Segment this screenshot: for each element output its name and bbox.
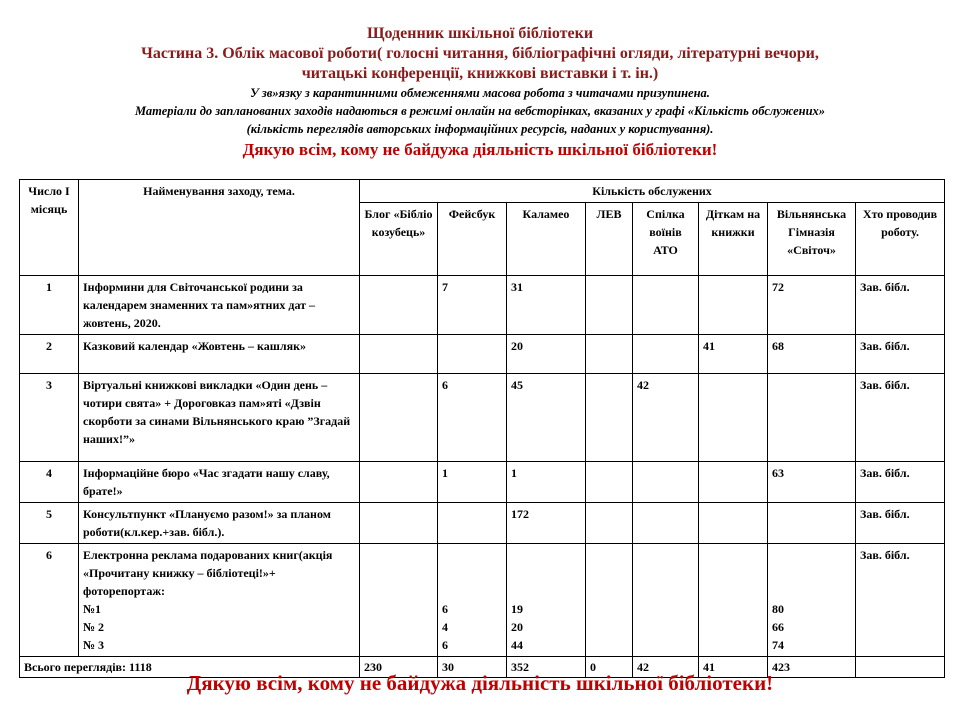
table-row <box>20 374 945 462</box>
cell-calameo: 20 <box>507 335 586 374</box>
row-num: 6 <box>20 544 79 657</box>
photo-report-3: № 3 <box>83 638 105 652</box>
cell-blog <box>360 503 438 544</box>
cell-who: Зав. бібл. <box>856 374 945 462</box>
mass-work-table <box>19 179 945 678</box>
row-name: Консультпункт «Плануємо разом!» за планом роботи(кл.кер.+зав. бібл.). <box>79 503 360 544</box>
col-ato-header: Спілка воїнів АТО <box>633 203 699 276</box>
cell-calameo <box>507 544 586 657</box>
cell-blog <box>360 462 438 503</box>
cell-facebook <box>438 544 507 657</box>
row-num: 3 <box>20 374 79 462</box>
table-row <box>20 335 945 374</box>
table-row <box>20 503 945 544</box>
col-date-header: Число І місяць <box>20 180 79 276</box>
table-row <box>20 462 945 503</box>
cell-blog <box>360 544 438 657</box>
cell-gymnasium <box>768 503 856 544</box>
gymnasium-value-2: 66 <box>772 620 784 634</box>
page-header <box>0 24 960 161</box>
cell-gymnasium: 68 <box>768 335 856 374</box>
cell-gymnasium: 72 <box>768 276 856 335</box>
cell-blog <box>360 276 438 335</box>
row-name: Віртуальні книжкові викладки «Один день – чотири свята» + Дороговказ пам»яті «Дзвін скорботи за синами Вільнянського краю ”Згадай наших!”» <box>79 374 360 462</box>
col-calameo-header: Каламео <box>507 203 586 276</box>
total-lev: 0 <box>586 657 633 678</box>
table-row <box>20 544 945 657</box>
total-books: 41 <box>699 657 768 678</box>
col-books-header: Діткам на книжки <box>699 203 768 276</box>
calameo-value-1: 19 <box>511 602 523 616</box>
cell-calameo: 1 <box>507 462 586 503</box>
total-blog: 230 <box>360 657 438 678</box>
col-served-header: Кількість обслужених <box>360 180 945 203</box>
row-name: Казковий календар «Жовтень – кашляк» <box>79 335 360 374</box>
row-name-text: Електронна реклама подарованих книг(акція «Прочитану книжку – бібліотеці!»+ фоторепортаж: <box>83 548 333 598</box>
quarantine-note: У зв»язку з карантинними обмеженнями масова робота з читачами призупинена. <box>250 86 710 100</box>
row-num: 1 <box>20 276 79 335</box>
thanks-footer: Дякую всім, кому не байдужа діяльність шкільної бібліотеки! <box>186 671 774 695</box>
row-name <box>79 544 360 657</box>
cell-blog <box>360 374 438 462</box>
cell-books <box>699 276 768 335</box>
cell-blog <box>360 335 438 374</box>
diary-title: Щоденник шкільної бібліотеки <box>366 25 594 42</box>
facebook-value-2: 4 <box>442 620 448 634</box>
col-blog-header: Блог «Бібліо козубець» <box>360 203 438 276</box>
cell-books <box>699 462 768 503</box>
cell-who: Зав. бібл. <box>856 462 945 503</box>
cell-facebook: 6 <box>438 374 507 462</box>
col-who-header: Хто проводив роботу. <box>856 203 945 276</box>
gymnasium-value-1: 80 <box>772 602 784 616</box>
cell-lev <box>586 462 633 503</box>
cell-ato <box>633 335 699 374</box>
total-calameo: 352 <box>507 657 586 678</box>
table-header-row <box>20 180 945 203</box>
cell-calameo: 172 <box>507 503 586 544</box>
views-note: (кількість переглядів авторських інформаційних ресурсів, наданих у користування). <box>246 122 714 136</box>
photo-report-2: № 2 <box>83 620 105 634</box>
row-num: 5 <box>20 503 79 544</box>
total-ato: 42 <box>633 657 699 678</box>
total-label: Всього переглядів: 1118 <box>20 657 360 678</box>
row-name: Інформаційне бюро «Час згадати нашу славу, брате!» <box>79 462 360 503</box>
cell-books <box>699 374 768 462</box>
total-facebook: 30 <box>438 657 507 678</box>
row-name: Інформини для Світочанської родини за календарем знаменних та пам»ятних дат – жовтень, 2020. <box>79 276 360 335</box>
facebook-value-3: 6 <box>442 638 448 652</box>
cell-who: Зав. бібл. <box>856 503 945 544</box>
cell-who: Зав. бібл. <box>856 335 945 374</box>
gymnasium-value-3: 74 <box>772 638 784 652</box>
cell-lev <box>586 335 633 374</box>
cell-ato <box>633 276 699 335</box>
cell-books: 41 <box>699 335 768 374</box>
cell-gymnasium <box>768 374 856 462</box>
cell-facebook: 7 <box>438 276 507 335</box>
col-name-header: Найменування заходу, тема. <box>79 180 360 276</box>
cell-books <box>699 544 768 657</box>
cell-lev <box>586 503 633 544</box>
cell-who: Зав. бібл. <box>856 276 945 335</box>
cell-gymnasium: 63 <box>768 462 856 503</box>
cell-ato <box>633 544 699 657</box>
cell-lev <box>586 544 633 657</box>
online-note: Матеріали до запланованих заходів надаються в режимі онлайн на вебсторінках, вказаних у графі «Кількість обслужених» <box>134 104 826 118</box>
calameo-value-2: 20 <box>511 620 523 634</box>
cell-facebook <box>438 335 507 374</box>
col-lev-header: ЛЕВ <box>586 203 633 276</box>
section-title-line2: читацькі конференції, книжкові виставки і т. ін.) <box>301 65 659 82</box>
cell-facebook: 1 <box>438 462 507 503</box>
table-row <box>20 276 945 335</box>
cell-ato <box>633 503 699 544</box>
row-num: 4 <box>20 462 79 503</box>
facebook-value-1: 6 <box>442 602 448 616</box>
section-title-line1: Частина 3. Облік масової роботи( голосні читання, бібліографічні огляди, літературні вечори, <box>141 45 819 62</box>
total-gymnasium: 423 <box>768 657 856 678</box>
cell-ato <box>633 462 699 503</box>
cell-calameo: 31 <box>507 276 586 335</box>
thanks-header: Дякую всім, кому не байдужа діяльність шкільної бібліотеки! <box>242 140 718 159</box>
row-num: 2 <box>20 335 79 374</box>
calameo-value-3: 44 <box>511 638 523 652</box>
cell-ato: 42 <box>633 374 699 462</box>
cell-facebook <box>438 503 507 544</box>
cell-gymnasium <box>768 544 856 657</box>
cell-calameo: 45 <box>507 374 586 462</box>
cell-books <box>699 503 768 544</box>
cell-who: Зав. бібл. <box>856 544 945 657</box>
col-facebook-header: Фейсбук <box>438 203 507 276</box>
photo-report-1: №1 <box>83 602 102 616</box>
col-gymnasium-header: Вільнянська Гімназія «Світоч» <box>768 203 856 276</box>
cell-lev <box>586 374 633 462</box>
cell-lev <box>586 276 633 335</box>
